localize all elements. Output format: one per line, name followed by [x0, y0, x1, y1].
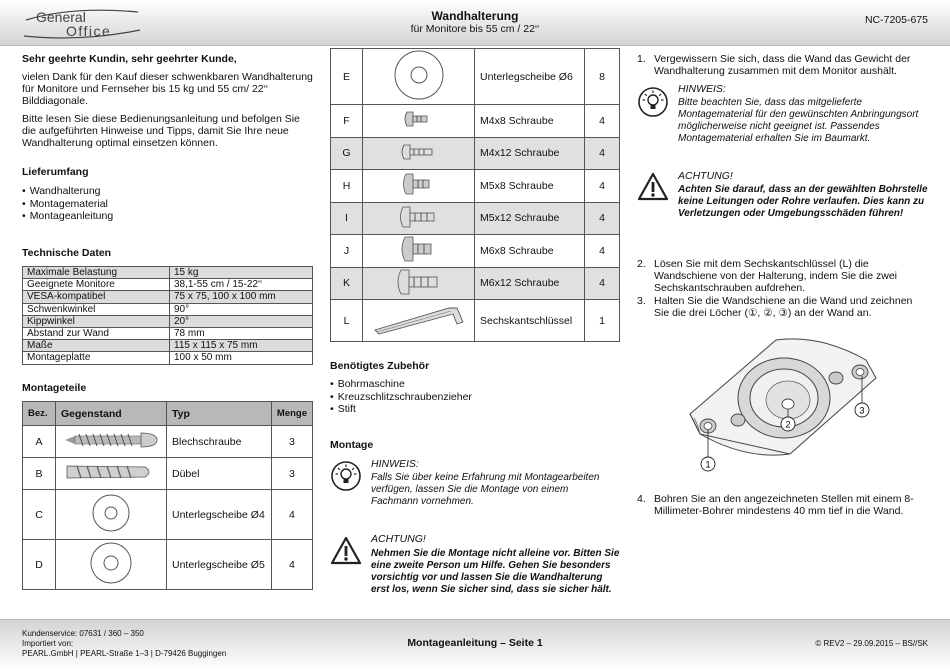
- tech-label: Maße: [23, 340, 170, 352]
- tech-value: 20°: [170, 315, 313, 327]
- table-row: [331, 300, 620, 342]
- tech-table: [22, 266, 313, 365]
- hole-label-3: 3: [859, 405, 865, 416]
- part-bez: I: [331, 202, 363, 235]
- table-row: [23, 490, 313, 540]
- part-bez: C: [23, 490, 56, 540]
- step-hint-title: HINWEIS:: [678, 83, 726, 95]
- m5x12-screw-icon: [395, 205, 443, 229]
- importer-label: Importiert von:: [22, 639, 74, 648]
- part-typ: M4x12 Schraube: [475, 137, 585, 170]
- warning-icon: [330, 536, 362, 566]
- table-row: [331, 49, 620, 105]
- part-typ: Dübel: [166, 458, 271, 490]
- list-item: • Stift: [330, 403, 472, 416]
- table-row: [23, 340, 313, 352]
- washer-large-icon: [389, 49, 449, 101]
- table-row: [23, 540, 313, 590]
- part-typ: M5x8 Schraube: [475, 170, 585, 203]
- part-typ: Unterlegscheibe Ø4: [166, 490, 271, 540]
- tech-value: 15 kg: [170, 267, 313, 279]
- washer-small-icon: [89, 491, 133, 535]
- steps-2-3: [637, 258, 930, 319]
- tech-value: 100 x 50 mm: [170, 352, 313, 364]
- part-typ: Blechschraube: [166, 426, 271, 458]
- list-item: • Bohrmaschine: [330, 378, 472, 391]
- part-menge: 4: [271, 540, 312, 590]
- lieferumfang-list: [22, 185, 113, 223]
- part-bez: L: [331, 300, 363, 342]
- col-typ: Typ: [166, 402, 271, 426]
- step-text: Bohren Sie an den angezeichneten Stellen mit einem 8-Millimeter-Bohrer mindestens 40 mm tief in die Wand.: [654, 493, 914, 517]
- m4x8-screw-icon: [399, 109, 439, 129]
- dowel-icon: [61, 461, 161, 483]
- part-bez: B: [23, 458, 56, 490]
- step-text: Vergewissern Sie sich, dass die Wand das Gewicht der Wandhalterung zusammen mit dem Monitor aushält.: [654, 53, 911, 77]
- part-image: [55, 458, 166, 490]
- footer-page-title: Montageanleitung – Seite 1: [407, 637, 543, 649]
- step-number: 1.: [637, 53, 646, 65]
- part-image: [363, 170, 475, 203]
- part-image: [363, 235, 475, 268]
- svg-text:Office: Office: [66, 23, 112, 39]
- table-row: [23, 291, 313, 303]
- table-row: [331, 267, 620, 300]
- product-code: NC-7205-675: [864, 14, 928, 26]
- greeting: Sehr geehrte Kundin, sehr geehrter Kunde,: [22, 53, 237, 65]
- part-typ: M4x8 Schraube: [475, 105, 585, 138]
- list-item: • Montagematerial: [22, 198, 113, 211]
- part-bez: D: [23, 540, 56, 590]
- step-warn-text: Achten Sie darauf, dass an der gewählten Bohrstelle keine Leitungen oder Rohre verlaufen. Dies kann zu Verletzungen oder Umgebungsschäden führen!: [678, 184, 928, 219]
- montage-warn-title: ACHTUNG!: [371, 533, 426, 545]
- step-hint-text: Bitte beachten Sie, dass das mitgelieferte Montagematerial für den gewünschten Anbringungsort möglicherweise nicht geeignet ist. Passendes Montagematerial erhalten Sie im Baumarkt.: [678, 97, 919, 144]
- part-menge: 1: [585, 300, 620, 342]
- part-image: [363, 267, 475, 300]
- hole-label-1: 1: [705, 459, 711, 470]
- warning-icon: [637, 172, 669, 202]
- m5x8-screw-icon: [398, 172, 440, 196]
- table-row: [23, 279, 313, 291]
- lightbulb-hint-icon: [637, 86, 669, 118]
- step-2: [637, 258, 930, 294]
- part-image: [363, 300, 475, 342]
- table-row: [23, 458, 313, 490]
- step-number: 4.: [637, 493, 646, 505]
- part-image: [55, 426, 166, 458]
- part-bez: J: [331, 235, 363, 268]
- importer-address: PEARL.GmbH | PEARL-Straße 1–3 | D-79426 Buggingen: [22, 649, 227, 658]
- part-typ: Sechskantschlüssel: [475, 300, 585, 342]
- table-row: [331, 105, 620, 138]
- list-item: • Montageanleitung: [22, 210, 113, 223]
- part-bez: H: [331, 170, 363, 203]
- tech-label: Maximale Belastung: [23, 267, 170, 279]
- screw-icon: [61, 430, 161, 450]
- customer-service: Kundenservice: 07631 / 360 – 350: [22, 629, 144, 638]
- tech-label: Montageplatte: [23, 352, 170, 364]
- step-number: 3.: [637, 295, 646, 307]
- part-menge: 3: [271, 458, 312, 490]
- montage-hint-text: Falls Sie über keine Erfahrung mit Montagearbeiten verfügen, lassen Sie die Montage von einem Fachmann vornehmen.: [371, 472, 600, 507]
- part-menge: 4: [585, 105, 620, 138]
- col-bez: Bez.: [23, 402, 56, 426]
- tech-value: 78 mm: [170, 327, 313, 339]
- parts-table-1: [22, 401, 313, 590]
- part-typ: M6x8 Schraube: [475, 235, 585, 268]
- tech-value: 75 x 75, 100 x 100 mm: [170, 291, 313, 303]
- part-menge: 4: [585, 137, 620, 170]
- m4x12-screw-icon: [396, 142, 442, 162]
- table-row: [331, 202, 620, 235]
- table-row: [23, 426, 313, 458]
- zubehoer-list: [330, 378, 472, 416]
- hex-key-icon: [369, 302, 469, 336]
- part-bez: A: [23, 426, 56, 458]
- page-footer: [0, 619, 950, 671]
- part-menge: 3: [271, 426, 312, 458]
- step-number: 2.: [637, 258, 646, 270]
- step-text: Lösen Sie mit dem Sechskantschlüssel (L) die Wandschiene von der Halterung, indem Sie die zwei Sechskantschrauben aufdrehen.: [654, 258, 897, 294]
- part-image: [363, 105, 475, 138]
- step-4: [637, 493, 927, 517]
- tech-label: Geeignete Monitore: [23, 279, 170, 291]
- part-menge: 4: [585, 235, 620, 268]
- part-typ: Unterlegscheibe Ø5: [166, 540, 271, 590]
- montage-warn-text: Nehmen Sie die Montage nicht alleine vor. Bitten Sie eine zweite Person um Hilfe. Gehen Sie besonders vorsichtig vor und lassen Sie die Wandhalterung erst los, wenn Sie sicher sind, dass sie sicher hält.: [371, 548, 620, 595]
- m6x12-screw-icon: [393, 269, 445, 295]
- parts-table-2: [330, 48, 620, 342]
- tech-label: Abstand zur Wand: [23, 327, 170, 339]
- step-warn-title: ACHTUNG!: [678, 170, 733, 182]
- footer-revision: © REV2 – 29.09.2015 – BS//SK: [815, 639, 928, 648]
- part-menge: 4: [271, 490, 312, 540]
- table-row: [331, 170, 620, 203]
- page-header: [0, 0, 950, 46]
- tech-title: Technische Daten: [22, 247, 112, 259]
- part-menge: 8: [585, 49, 620, 105]
- part-image: [363, 49, 475, 105]
- part-typ: Unterlegscheibe Ø6: [475, 49, 585, 105]
- step-3: [637, 295, 930, 319]
- part-menge: 4: [585, 170, 620, 203]
- part-image: [55, 490, 166, 540]
- list-item: • Kreuzschlitzschraubenzieher: [330, 391, 472, 404]
- table-row: [331, 235, 620, 268]
- wall-plate-diagram: [680, 330, 880, 478]
- part-menge: 4: [585, 202, 620, 235]
- page-title: Wandhalterung: [431, 9, 519, 23]
- intro-paragraph-2: Bitte lesen Sie diese Bedienungsanleitung und befolgen Sie die aufgeführten Hinweise und Tipps, damit Sie Ihre neue Wandhalterung optimal einsetzen können.: [22, 113, 300, 149]
- part-bez: K: [331, 267, 363, 300]
- m6x8-screw-icon: [397, 236, 441, 262]
- table-row: [23, 315, 313, 327]
- tech-value: 90°: [170, 303, 313, 315]
- step-text: Halten Sie die Wandschiene an die Wand und zeichnen Sie die drei Löcher (①, ②, ③) an der Wand an.: [654, 295, 913, 319]
- tech-value: 38,1-55 cm / 15-22‘‘: [170, 279, 313, 291]
- lieferumfang-title: Lieferumfang: [22, 166, 89, 178]
- part-image: [363, 202, 475, 235]
- lightbulb-hint-icon: [330, 460, 362, 492]
- table-row: [23, 267, 313, 279]
- washer-medium-icon: [87, 540, 135, 586]
- montage-hint-title: HINWEIS:: [371, 458, 419, 470]
- montage-title: Montage: [330, 439, 374, 451]
- list-item: • Wandhalterung: [22, 185, 113, 198]
- col-gegenstand: Gegenstand: [55, 402, 166, 426]
- part-menge: 4: [585, 267, 620, 300]
- zubehoer-title: Benötigtes Zubehör: [330, 360, 430, 372]
- part-typ: M5x12 Schraube: [475, 202, 585, 235]
- part-bez: F: [331, 105, 363, 138]
- intro-paragraph-1: vielen Dank für den Kauf dieser schwenkbaren Wandhalterung für Monitore und Fernseher bis 15 kg und 55 cm/ 22‘‘ Bilddiagonale.: [22, 71, 313, 107]
- page-subtitle: für Monitore bis 55 cm / 22‘‘: [410, 23, 540, 35]
- table-row: [23, 327, 313, 339]
- table-row: [331, 137, 620, 170]
- part-typ: M6x12 Schraube: [475, 267, 585, 300]
- col-menge: Menge: [271, 402, 312, 426]
- part-image: [55, 540, 166, 590]
- tech-label: VESA-kompatibel: [23, 291, 170, 303]
- table-row: [23, 352, 313, 364]
- svg-text:General: General: [36, 9, 86, 25]
- part-bez: G: [331, 137, 363, 170]
- step-1: [637, 53, 930, 77]
- tech-label: Kippwinkel: [23, 315, 170, 327]
- tech-value: 115 x 115 x 75 mm: [170, 340, 313, 352]
- part-bez: E: [331, 49, 363, 105]
- hole-label-2: 2: [785, 419, 791, 430]
- table-row: [23, 303, 313, 315]
- montageteile-title: Montageteile: [22, 382, 87, 394]
- part-image: [363, 137, 475, 170]
- tech-label: Schwenkwinkel: [23, 303, 170, 315]
